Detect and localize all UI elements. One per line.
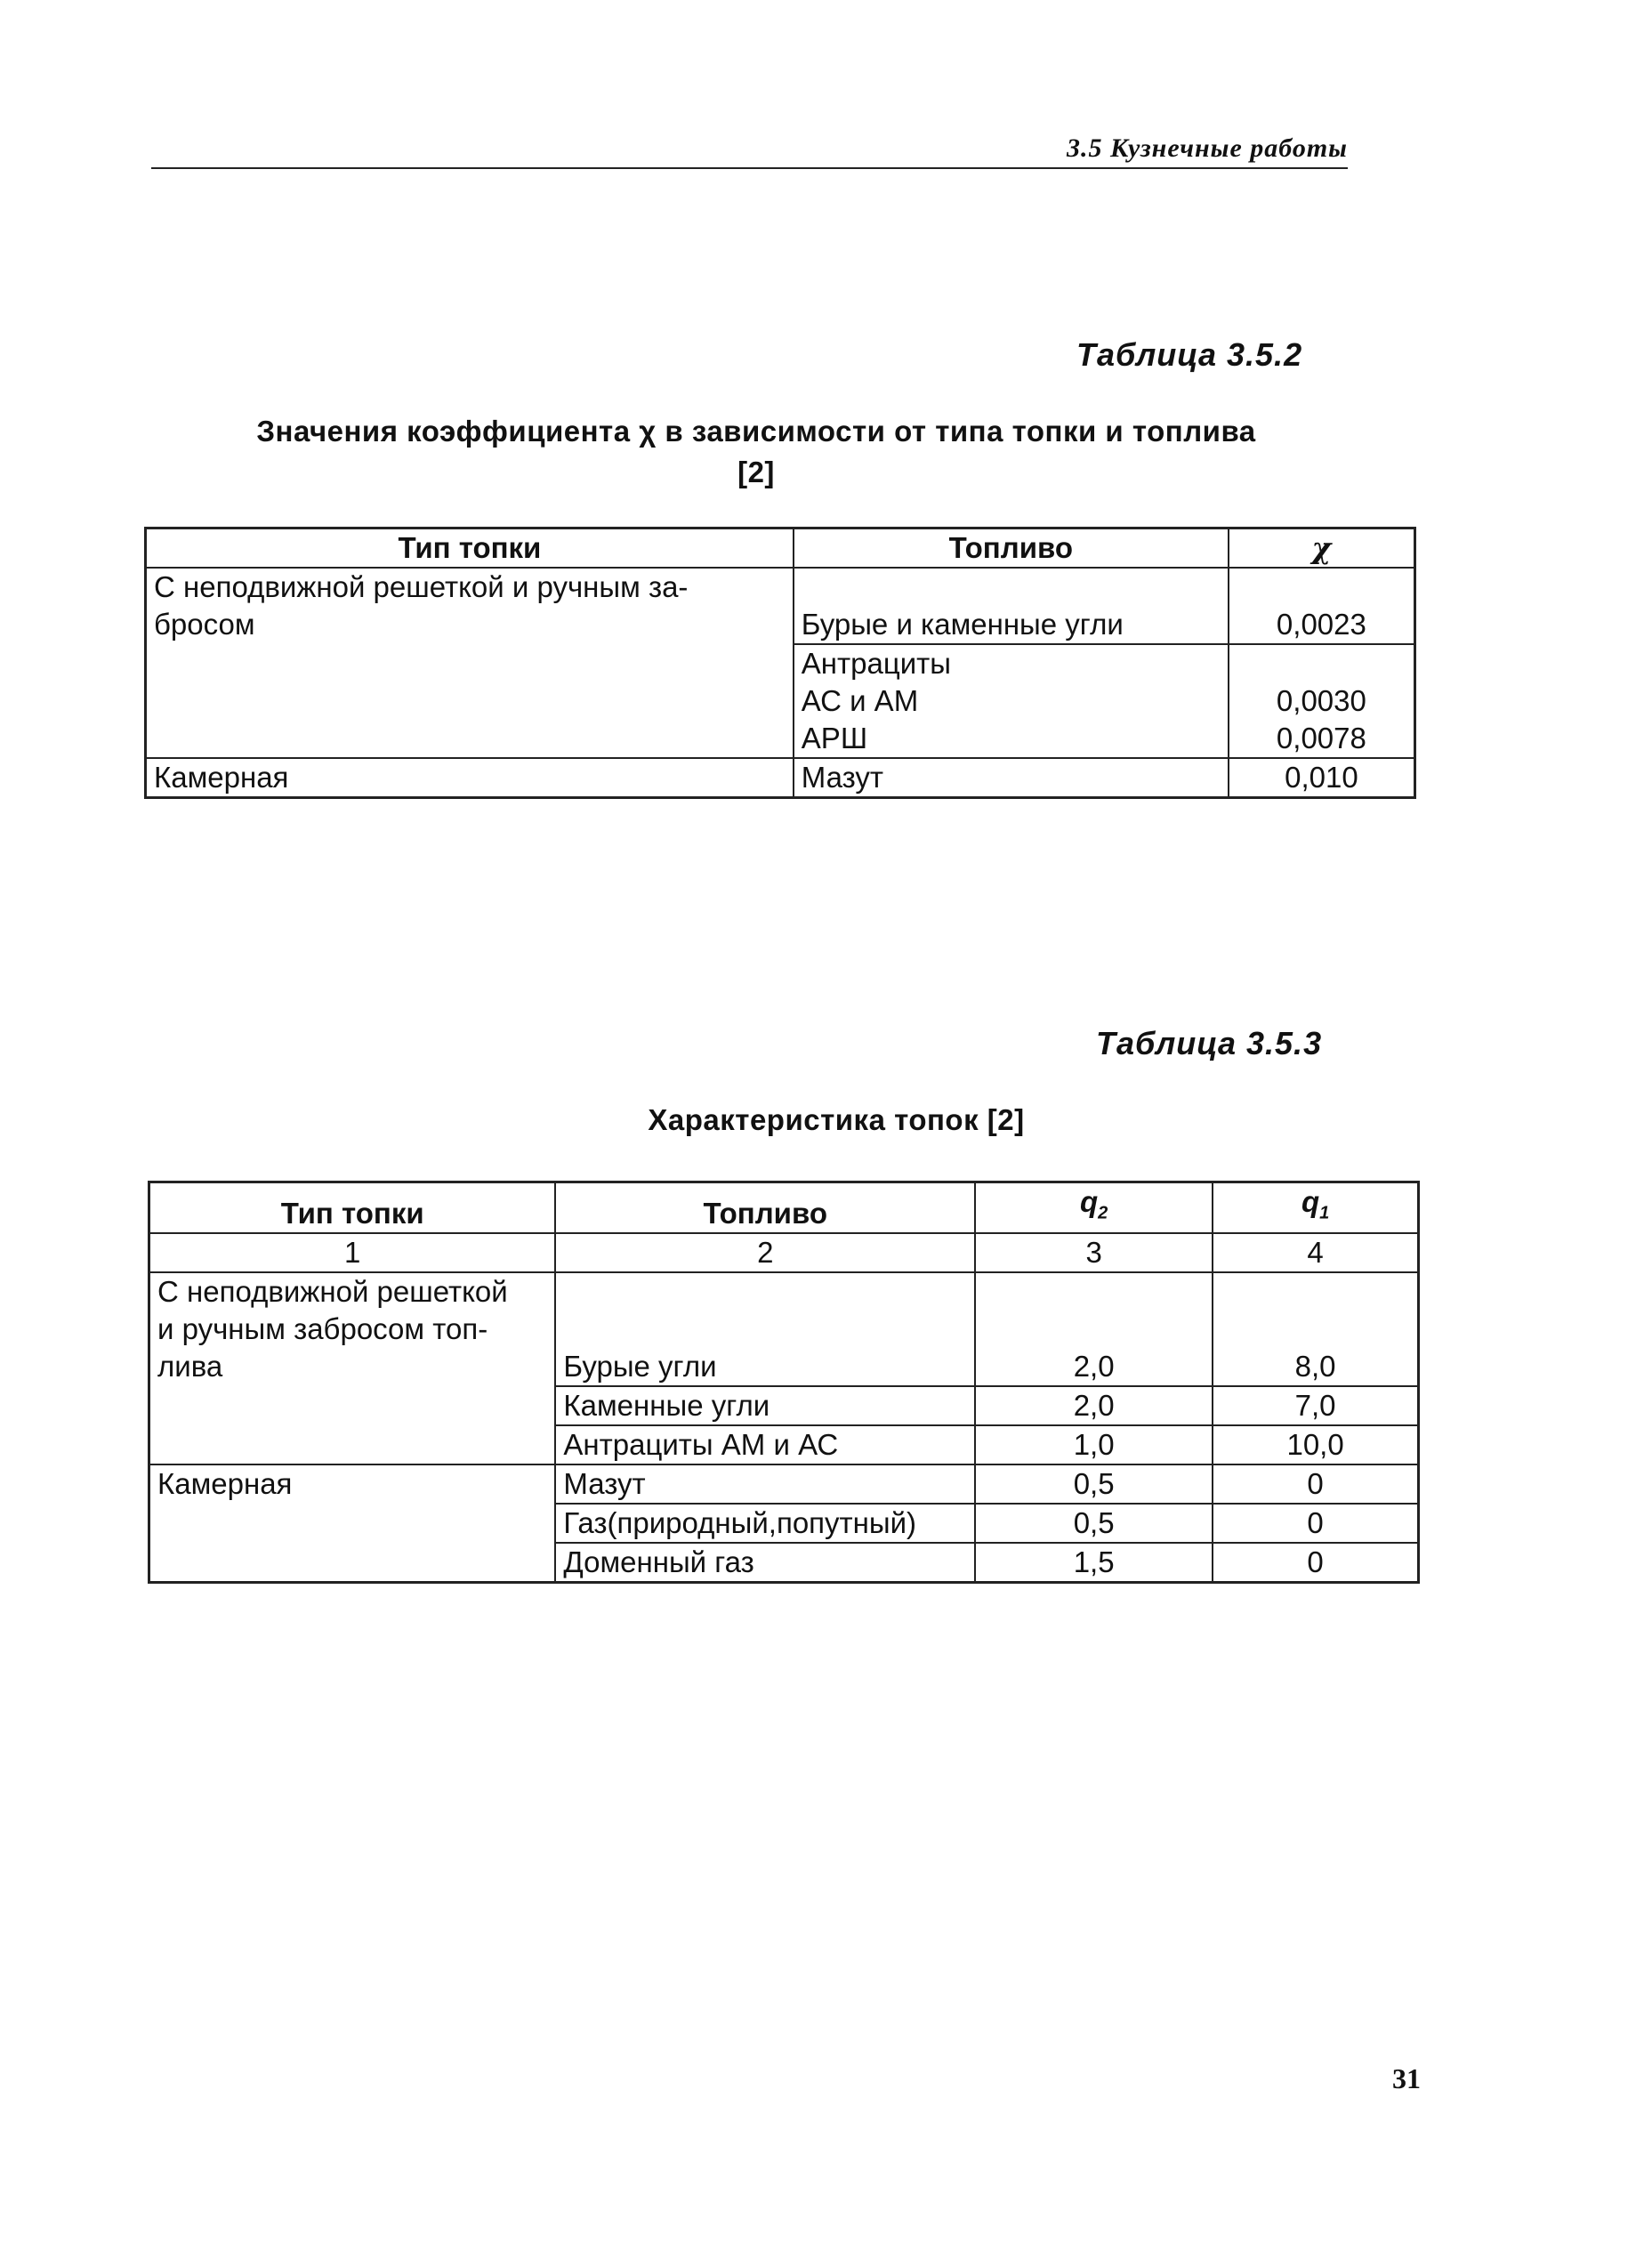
fuel-cell: Мазут <box>555 1464 975 1504</box>
q2-value-cell: 2,0 <box>975 1386 1213 1425</box>
q2-value-cell: 1,0 <box>975 1425 1213 1464</box>
table-3-5-3-title: Характеристика топок [2] <box>648 1103 1025 1136</box>
q1-value-cell: 0 <box>1213 1543 1418 1583</box>
table-3-5-2-title <box>178 411 1334 493</box>
q1-value-cell: 10,0 <box>1213 1425 1418 1464</box>
furnace-type-line: лива <box>157 1349 223 1383</box>
header-furnace-type: Тип топки <box>146 528 794 569</box>
table-row <box>146 568 1415 644</box>
furnace-type-cell <box>149 1272 556 1464</box>
column-number: 3 <box>975 1233 1213 1272</box>
fuel-cell: Газ(природный,попутный) <box>555 1504 975 1543</box>
fuel-cell: Мазут <box>794 758 1229 798</box>
furnace-type-cell: Камерная <box>146 758 794 798</box>
chi-value-cell: 0,010 <box>1229 758 1415 798</box>
header-rule <box>151 167 1348 169</box>
fuel-subtype: АС и АМ <box>801 684 919 717</box>
chi-value-cell <box>1229 644 1415 758</box>
page-number: 31 <box>1392 2062 1421 2094</box>
furnace-type-cell <box>146 568 794 758</box>
chi-value-cell: 0,0023 <box>1229 568 1415 644</box>
fuel-cell <box>794 644 1229 758</box>
fuel-cell: Бурые угли <box>555 1272 975 1386</box>
table-row <box>146 758 1415 798</box>
q1-value-cell: 7,0 <box>1213 1386 1418 1425</box>
running-head: 3.5 Кузнечные работы <box>1066 133 1348 163</box>
fuel-cell: Бурые и каменные угли <box>794 568 1229 644</box>
q1-value-cell: 0 <box>1213 1504 1418 1543</box>
table-3-5-2 <box>144 527 1416 799</box>
q-subscript: 1 <box>1319 1203 1330 1223</box>
header-q2 <box>975 1182 1213 1233</box>
header-fuel: Топливо <box>555 1182 975 1233</box>
table-row <box>149 1464 1419 1504</box>
table-3-5-2-label: Таблица 3.5.2 <box>1076 336 1303 373</box>
header-q1 <box>1213 1182 1418 1233</box>
q2-value-cell: 2,0 <box>975 1272 1213 1386</box>
q2-value-cell: 1,5 <box>975 1543 1213 1583</box>
table-3-5-2-title-line2: [2] <box>737 456 775 488</box>
column-number: 2 <box>555 1233 975 1272</box>
fuel-group-label: Антрациты <box>801 647 952 680</box>
fuel-cell: Антрациты АМ и АС <box>555 1425 975 1464</box>
header-fuel: Топливо <box>794 528 1229 569</box>
fuel-cell: Доменный газ <box>555 1543 975 1583</box>
table-3-5-3-label: Таблица 3.5.3 <box>1096 1025 1323 1061</box>
q-subscript: 2 <box>1098 1203 1108 1223</box>
q-symbol: q <box>1080 1185 1099 1218</box>
q2-value-cell: 0,5 <box>975 1504 1213 1543</box>
chi-value: 0,0078 <box>1276 722 1366 754</box>
header-furnace-type: Тип топки <box>149 1182 556 1233</box>
table-3-5-3 <box>148 1181 1420 1584</box>
furnace-type-line: бросом <box>154 608 255 641</box>
column-number-row <box>149 1233 1419 1272</box>
table-header-row <box>146 528 1415 569</box>
furnace-type-line: и ручным забросом топ- <box>157 1311 488 1345</box>
table-row <box>149 1272 1419 1386</box>
header-chi: χ <box>1229 528 1415 569</box>
furnace-type-line: С неподвижной решеткой <box>157 1274 508 1308</box>
column-number: 4 <box>1213 1233 1418 1272</box>
table-header-row <box>149 1182 1419 1233</box>
furnace-type-cell: Камерная <box>149 1464 556 1583</box>
fuel-subtype: АРШ <box>801 722 868 754</box>
column-number: 1 <box>149 1233 556 1272</box>
q-symbol: q <box>1301 1185 1320 1218</box>
chi-value: 0,0030 <box>1276 684 1366 717</box>
fuel-cell: Каменные угли <box>555 1386 975 1425</box>
q1-value-cell: 8,0 <box>1213 1272 1418 1386</box>
q2-value-cell: 0,5 <box>975 1464 1213 1504</box>
furnace-type-line: С неподвижной решеткой и ручным за- <box>154 570 689 603</box>
table-3-5-2-title-line1: Значения коэффициента χ в зависимости от типа топки и топлива <box>256 415 1256 448</box>
q1-value-cell: 0 <box>1213 1464 1418 1504</box>
